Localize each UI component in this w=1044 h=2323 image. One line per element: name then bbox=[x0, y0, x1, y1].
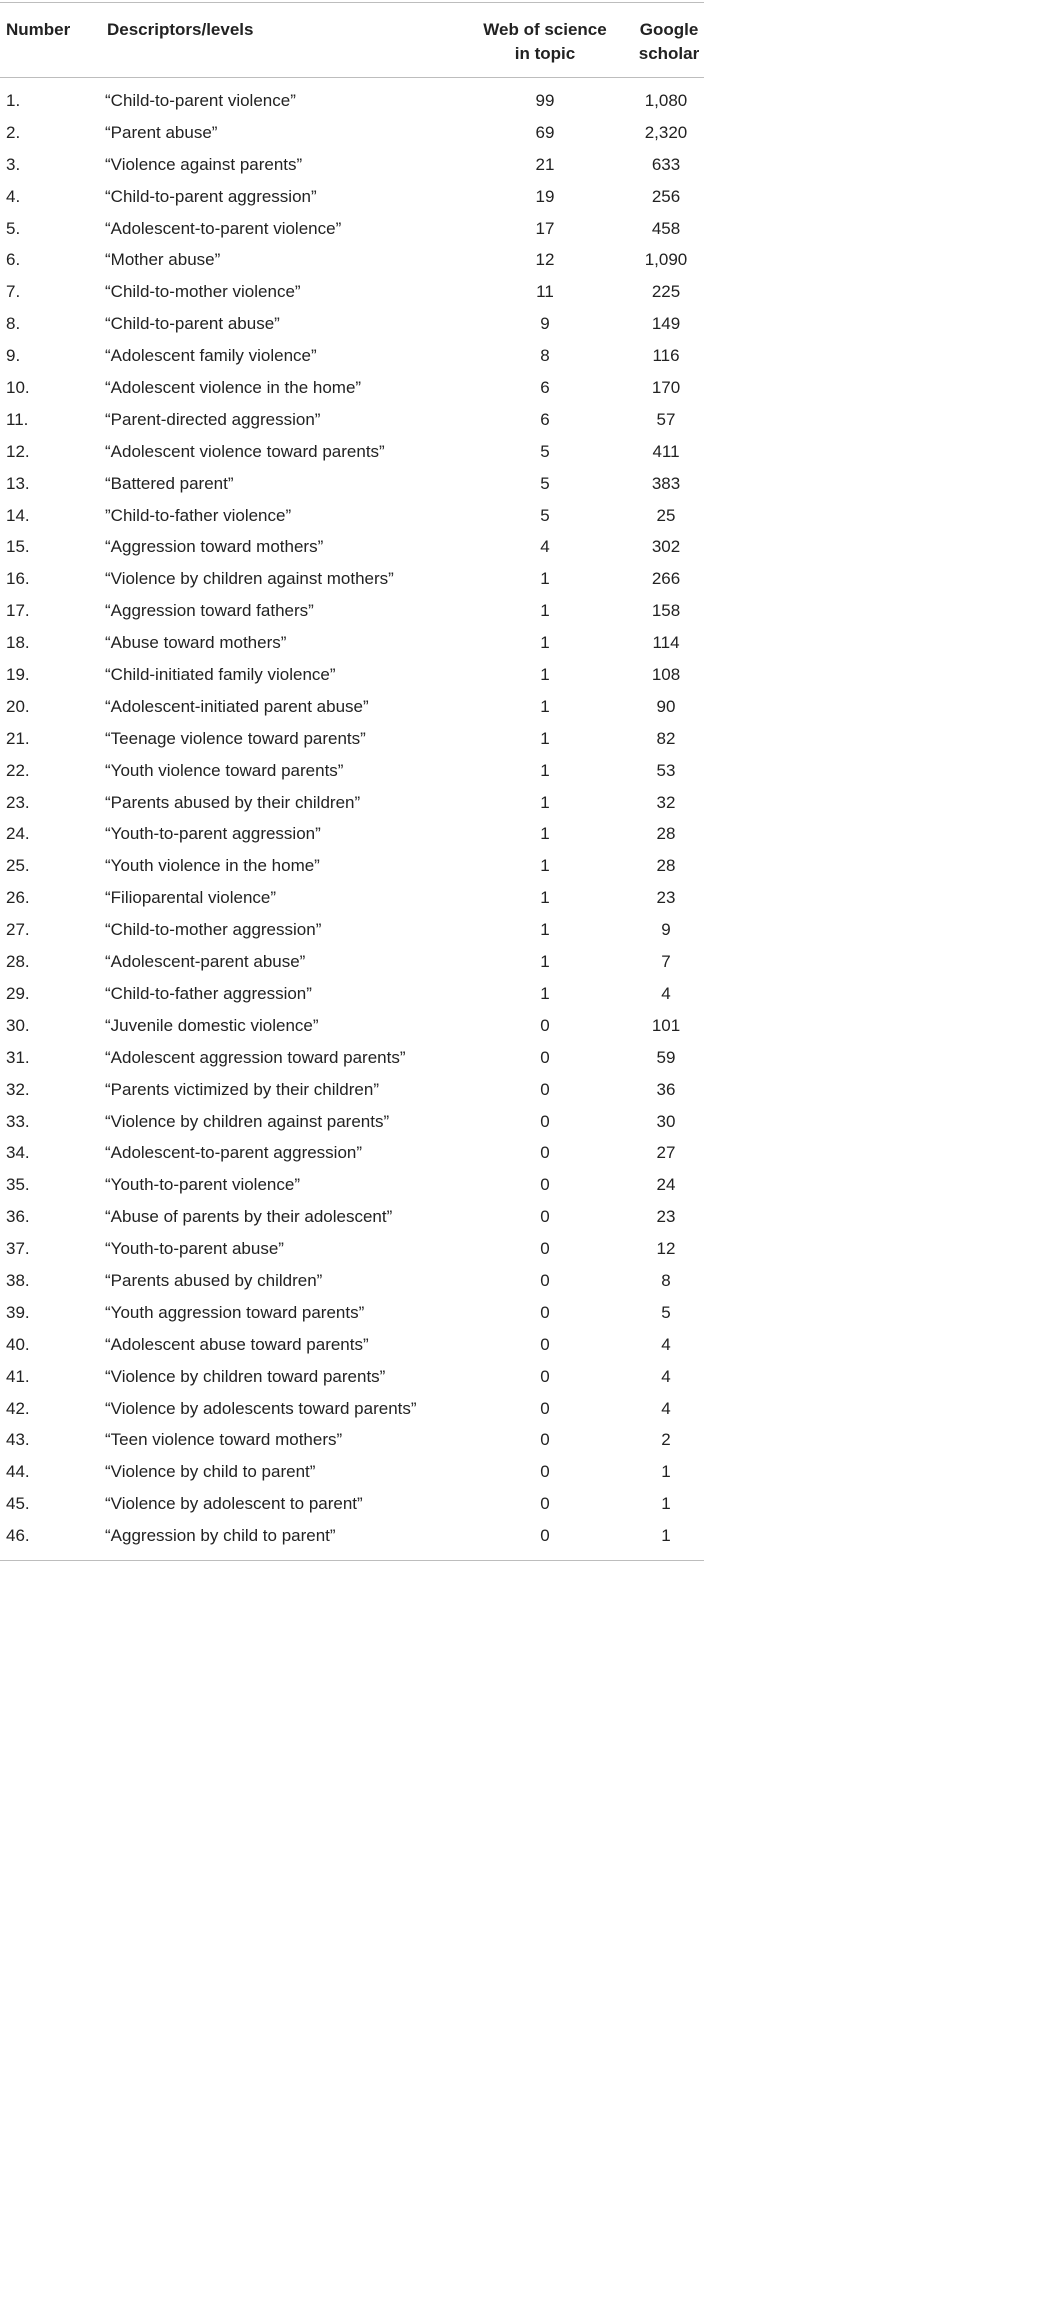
row-descriptor: “Adolescent-parent abuse” bbox=[105, 952, 306, 972]
row-google-scholar: 101 bbox=[651, 1015, 681, 1035]
row-number: 21. bbox=[6, 728, 30, 748]
table-row bbox=[0, 818, 704, 850]
row-descriptor: “Violence by children against parents” bbox=[105, 1111, 390, 1131]
row-descriptor: “Parents abused by children” bbox=[105, 1270, 323, 1290]
table-row bbox=[0, 755, 704, 787]
table-row bbox=[0, 1169, 704, 1201]
row-web-of-science: 0 bbox=[540, 1079, 550, 1099]
row-google-scholar: 411 bbox=[652, 441, 680, 461]
row-google-scholar: 57 bbox=[656, 409, 676, 429]
row-number: 5. bbox=[6, 218, 21, 238]
row-number: 1. bbox=[6, 91, 21, 110]
row-number: 33. bbox=[6, 1111, 30, 1131]
row-google-scholar: 256 bbox=[651, 186, 681, 206]
row-descriptor: “Teenage violence toward parents” bbox=[105, 728, 366, 748]
row-web-of-science: 1 bbox=[540, 760, 550, 780]
table-row bbox=[0, 659, 704, 691]
row-number: 46. bbox=[6, 1526, 30, 1546]
row-web-of-science: 0 bbox=[540, 1302, 550, 1322]
table-row bbox=[0, 850, 704, 882]
row-web-of-science: 1 bbox=[540, 665, 550, 685]
table-row bbox=[0, 1361, 704, 1393]
row-google-scholar: 23 bbox=[656, 888, 676, 908]
header-gs-line1: Google bbox=[639, 20, 699, 39]
row-web-of-science: 11 bbox=[536, 282, 554, 302]
row-number: 19. bbox=[6, 665, 30, 685]
row-descriptor: “Parents victimized by their children” bbox=[105, 1079, 379, 1099]
row-google-scholar: 2 bbox=[661, 1430, 671, 1450]
table-row bbox=[0, 276, 704, 308]
table-row bbox=[0, 117, 704, 149]
table-bottom-rule bbox=[0, 1560, 704, 1561]
row-google-scholar: 27 bbox=[656, 1143, 676, 1163]
row-google-scholar: 9 bbox=[661, 920, 671, 940]
row-number: 44. bbox=[6, 1462, 30, 1482]
row-descriptor: ”Child-to-father violence” bbox=[105, 505, 292, 525]
row-web-of-science: 0 bbox=[540, 1111, 550, 1131]
row-google-scholar: 24 bbox=[656, 1175, 676, 1195]
row-web-of-science: 1 bbox=[540, 728, 550, 748]
table-row bbox=[0, 1042, 704, 1074]
row-google-scholar: 1 bbox=[661, 1494, 671, 1514]
row-number: 42. bbox=[6, 1398, 30, 1418]
row-number: 7. bbox=[6, 282, 21, 302]
row-google-scholar: 25 bbox=[656, 505, 676, 525]
row-descriptor: “Violence by adolescent to parent” bbox=[105, 1494, 363, 1514]
row-descriptor: “Adolescent-to-parent violence” bbox=[105, 218, 342, 238]
row-google-scholar: 1,090 bbox=[644, 250, 688, 270]
row-number: 8. bbox=[6, 314, 21, 334]
row-web-of-science: 0 bbox=[540, 1270, 550, 1290]
row-descriptor: “Child-initiated family violence” bbox=[105, 665, 336, 685]
row-web-of-science: 0 bbox=[540, 1047, 550, 1067]
row-google-scholar: 5 bbox=[661, 1302, 671, 1322]
row-number: 26. bbox=[6, 888, 30, 908]
row-descriptor: “Parent-directed aggression” bbox=[105, 409, 321, 429]
row-google-scholar: 4 bbox=[661, 1366, 671, 1386]
header-descriptors: Descriptors/levels bbox=[107, 20, 254, 39]
row-web-of-science: 6 bbox=[540, 378, 550, 398]
header-google-scholar bbox=[631, 18, 707, 66]
row-number: 16. bbox=[6, 569, 30, 589]
row-number: 9. bbox=[6, 346, 21, 366]
row-google-scholar: 30 bbox=[656, 1111, 676, 1131]
row-number: 30. bbox=[6, 1015, 30, 1035]
row-number: 23. bbox=[6, 792, 30, 812]
table-row bbox=[0, 1520, 704, 1552]
table-row bbox=[0, 308, 704, 340]
table-row bbox=[0, 149, 704, 181]
table-row bbox=[0, 1297, 704, 1329]
row-google-scholar: 1 bbox=[661, 1462, 671, 1482]
row-descriptor: “Parents abused by their children” bbox=[105, 792, 361, 812]
row-number: 4. bbox=[6, 186, 21, 206]
row-google-scholar: 32 bbox=[656, 792, 676, 812]
row-descriptor: “Juvenile domestic violence” bbox=[105, 1015, 319, 1035]
row-web-of-science: 1 bbox=[540, 792, 550, 812]
table-row bbox=[0, 1010, 704, 1042]
row-google-scholar: 4 bbox=[661, 983, 671, 1003]
row-web-of-science: 1 bbox=[540, 569, 550, 589]
row-descriptor: “Adolescent abuse toward parents” bbox=[105, 1334, 369, 1354]
row-google-scholar: 59 bbox=[656, 1047, 676, 1067]
row-web-of-science: 1 bbox=[540, 856, 550, 876]
row-google-scholar: 170 bbox=[651, 378, 681, 398]
row-google-scholar: 53 bbox=[656, 760, 676, 780]
table-row bbox=[0, 436, 704, 468]
row-number: 13. bbox=[6, 473, 30, 493]
table-row bbox=[0, 882, 704, 914]
row-web-of-science: 1 bbox=[540, 601, 550, 621]
row-google-scholar: 108 bbox=[651, 665, 681, 685]
row-web-of-science: 5 bbox=[540, 473, 550, 493]
row-descriptor: “Youth aggression toward parents” bbox=[105, 1302, 365, 1322]
row-google-scholar: 633 bbox=[651, 154, 681, 174]
row-number: 17. bbox=[6, 601, 30, 621]
row-number: 35. bbox=[6, 1175, 30, 1195]
row-web-of-science: 4 bbox=[540, 537, 550, 557]
row-number: 31. bbox=[6, 1047, 30, 1067]
row-descriptor: “Violence against parents” bbox=[105, 154, 303, 174]
row-web-of-science: 99 bbox=[535, 91, 555, 110]
row-number: 29. bbox=[6, 983, 30, 1003]
row-descriptor: “Aggression toward fathers” bbox=[105, 601, 314, 621]
row-web-of-science: 0 bbox=[540, 1143, 550, 1163]
row-google-scholar: 1,080 bbox=[644, 91, 688, 110]
header-number: Number bbox=[6, 20, 71, 39]
row-descriptor: “Adolescent-initiated parent abuse” bbox=[105, 696, 369, 716]
row-web-of-science: 1 bbox=[540, 920, 550, 940]
row-number: 43. bbox=[6, 1430, 30, 1450]
row-web-of-science: 1 bbox=[540, 824, 550, 844]
row-number: 36. bbox=[6, 1207, 30, 1227]
row-descriptor: “Aggression toward mothers” bbox=[105, 537, 324, 557]
row-web-of-science: 21 bbox=[535, 154, 555, 174]
row-web-of-science: 0 bbox=[540, 1015, 550, 1035]
table-body bbox=[0, 78, 704, 1552]
header-wos-line1: Web of science bbox=[483, 20, 607, 39]
row-web-of-science: 1 bbox=[540, 952, 550, 972]
row-descriptor: “Child-to-father aggression” bbox=[105, 983, 312, 1003]
row-descriptor: “Child-to-mother aggression” bbox=[105, 920, 322, 940]
table-row bbox=[0, 1456, 704, 1488]
row-number: 20. bbox=[6, 696, 30, 716]
row-number: 45. bbox=[6, 1494, 30, 1514]
row-google-scholar: 149 bbox=[651, 314, 681, 334]
row-google-scholar: 302 bbox=[651, 537, 681, 557]
table-row bbox=[0, 1137, 704, 1169]
row-web-of-science: 1 bbox=[540, 633, 550, 653]
table-row bbox=[0, 340, 704, 372]
table-row bbox=[0, 213, 704, 245]
row-descriptor: “Child-to-parent violence” bbox=[105, 91, 296, 110]
row-number: 34. bbox=[6, 1143, 30, 1163]
table-row bbox=[0, 914, 704, 946]
row-google-scholar: 82 bbox=[656, 728, 676, 748]
row-google-scholar: 7 bbox=[661, 952, 671, 972]
table-row bbox=[0, 563, 704, 595]
row-number: 10. bbox=[6, 378, 30, 398]
row-descriptor: “Adolescent violence in the home” bbox=[105, 378, 362, 398]
row-number: 24. bbox=[6, 824, 30, 844]
row-web-of-science: 0 bbox=[540, 1526, 550, 1546]
table-row bbox=[0, 595, 704, 627]
row-descriptor: “Mother abuse” bbox=[105, 250, 221, 270]
table-row bbox=[0, 372, 704, 404]
row-google-scholar: 266 bbox=[651, 569, 681, 589]
table-row bbox=[0, 691, 704, 723]
table-row bbox=[0, 787, 704, 819]
row-web-of-science: 5 bbox=[540, 441, 550, 461]
row-google-scholar: 458 bbox=[651, 218, 681, 238]
row-google-scholar: 225 bbox=[651, 282, 681, 302]
table-row bbox=[0, 1265, 704, 1297]
row-number: 39. bbox=[6, 1302, 30, 1322]
row-web-of-science: 0 bbox=[540, 1494, 550, 1514]
row-google-scholar: 36 bbox=[656, 1079, 676, 1099]
table-row bbox=[0, 531, 704, 563]
row-descriptor: “Youth-to-parent aggression” bbox=[105, 824, 321, 844]
row-web-of-science: 0 bbox=[540, 1398, 550, 1418]
row-google-scholar: 23 bbox=[656, 1207, 676, 1227]
row-number: 28. bbox=[6, 952, 30, 972]
row-number: 6. bbox=[6, 250, 21, 270]
row-number: 37. bbox=[6, 1239, 30, 1259]
row-number: 15. bbox=[6, 537, 30, 557]
table-header bbox=[0, 3, 704, 77]
row-google-scholar: 90 bbox=[656, 696, 676, 716]
row-google-scholar: 1 bbox=[661, 1526, 671, 1546]
table-row bbox=[0, 978, 704, 1010]
table-row bbox=[0, 468, 704, 500]
row-google-scholar: 2,320 bbox=[644, 122, 688, 142]
row-google-scholar: 12 bbox=[656, 1239, 676, 1259]
row-web-of-science: 17 bbox=[535, 218, 555, 238]
table-row bbox=[0, 500, 704, 532]
row-descriptor: “Child-to-parent aggression” bbox=[105, 186, 317, 206]
table-row bbox=[0, 627, 704, 659]
row-number: 32. bbox=[6, 1079, 30, 1099]
row-descriptor: “Adolescent family violence” bbox=[105, 346, 317, 366]
row-number: 27. bbox=[6, 920, 30, 940]
row-number: 2. bbox=[6, 122, 21, 142]
table-row bbox=[0, 1393, 704, 1425]
row-descriptor: “Teen violence toward mothers” bbox=[105, 1430, 343, 1450]
row-google-scholar: 383 bbox=[651, 473, 681, 493]
row-google-scholar: 158 bbox=[651, 601, 681, 621]
row-descriptor: “Abuse of parents by their adolescent” bbox=[105, 1207, 393, 1227]
row-web-of-science: 0 bbox=[540, 1175, 550, 1195]
row-descriptor: “Parent abuse” bbox=[105, 122, 218, 142]
row-descriptor: “Violence by children toward parents” bbox=[105, 1366, 386, 1386]
row-web-of-science: 0 bbox=[540, 1462, 550, 1482]
row-descriptor: “Youth-to-parent abuse” bbox=[105, 1239, 284, 1259]
table-row bbox=[0, 181, 704, 213]
row-descriptor: “Child-to-mother violence” bbox=[105, 282, 301, 302]
row-web-of-science: 1 bbox=[540, 983, 550, 1003]
row-descriptor: “Adolescent-to-parent aggression” bbox=[105, 1143, 363, 1163]
row-descriptor: “Youth violence toward parents” bbox=[105, 760, 344, 780]
row-web-of-science: 69 bbox=[535, 122, 555, 142]
row-web-of-science: 6 bbox=[540, 409, 550, 429]
row-google-scholar: 116 bbox=[652, 346, 680, 366]
row-number: 22. bbox=[6, 760, 30, 780]
row-web-of-science: 1 bbox=[540, 696, 550, 716]
row-web-of-science: 0 bbox=[540, 1366, 550, 1386]
row-number: 18. bbox=[6, 633, 30, 653]
row-descriptor: “Battered parent” bbox=[105, 473, 234, 493]
row-descriptor: “Adolescent aggression toward parents” bbox=[105, 1047, 406, 1067]
row-google-scholar: 28 bbox=[656, 856, 676, 876]
row-google-scholar: 8 bbox=[661, 1270, 671, 1290]
table-row bbox=[0, 946, 704, 978]
row-google-scholar: 28 bbox=[656, 824, 676, 844]
row-number: 3. bbox=[6, 154, 21, 174]
row-google-scholar: 4 bbox=[661, 1398, 671, 1418]
header-web-of-science bbox=[460, 18, 630, 66]
row-web-of-science: 0 bbox=[540, 1430, 550, 1450]
row-number: 25. bbox=[6, 856, 30, 876]
row-web-of-science: 0 bbox=[540, 1239, 550, 1259]
row-number: 11. bbox=[6, 409, 29, 429]
row-google-scholar: 114 bbox=[652, 633, 680, 653]
row-number: 12. bbox=[6, 441, 30, 461]
table-row bbox=[0, 1074, 704, 1106]
row-web-of-science: 9 bbox=[540, 314, 550, 334]
row-web-of-science: 19 bbox=[535, 186, 555, 206]
row-google-scholar: 4 bbox=[661, 1334, 671, 1354]
row-descriptor: “Violence by child to parent” bbox=[105, 1462, 316, 1482]
row-web-of-science: 0 bbox=[540, 1207, 550, 1227]
table-row bbox=[0, 404, 704, 436]
row-web-of-science: 8 bbox=[540, 346, 550, 366]
table-row bbox=[0, 723, 704, 755]
table-row bbox=[0, 1106, 704, 1138]
table-row bbox=[0, 1233, 704, 1265]
row-descriptor: “Violence by children against mothers” bbox=[105, 569, 394, 589]
row-web-of-science: 0 bbox=[540, 1334, 550, 1354]
row-descriptor: “Aggression by child to parent” bbox=[105, 1526, 336, 1546]
row-web-of-science: 5 bbox=[540, 505, 550, 525]
row-descriptor: “Abuse toward mothers” bbox=[105, 633, 287, 653]
table-row bbox=[0, 1488, 704, 1520]
row-web-of-science: 12 bbox=[535, 250, 555, 270]
table-row bbox=[0, 85, 704, 117]
table-row bbox=[0, 244, 704, 276]
row-descriptor: “Adolescent violence toward parents” bbox=[105, 441, 385, 461]
header-wos-line2: in topic bbox=[514, 44, 576, 63]
row-number: 41. bbox=[6, 1366, 30, 1386]
row-number: 14. bbox=[6, 505, 30, 525]
row-number: 38. bbox=[6, 1270, 30, 1290]
row-descriptor: “Youth violence in the home” bbox=[105, 856, 320, 876]
row-descriptor: “Child-to-parent abuse” bbox=[105, 314, 280, 334]
row-number: 40. bbox=[6, 1334, 30, 1354]
table-row bbox=[0, 1329, 704, 1361]
header-gs-line2: scholar bbox=[638, 44, 700, 63]
descriptors-table bbox=[0, 2, 704, 1561]
table-row bbox=[0, 1201, 704, 1233]
row-descriptor: “Filioparental violence” bbox=[105, 888, 277, 908]
row-descriptor: “Violence by adolescents toward parents” bbox=[105, 1398, 417, 1418]
table-row bbox=[0, 1424, 704, 1456]
row-web-of-science: 1 bbox=[540, 888, 550, 908]
row-descriptor: “Youth-to-parent violence” bbox=[105, 1175, 300, 1195]
